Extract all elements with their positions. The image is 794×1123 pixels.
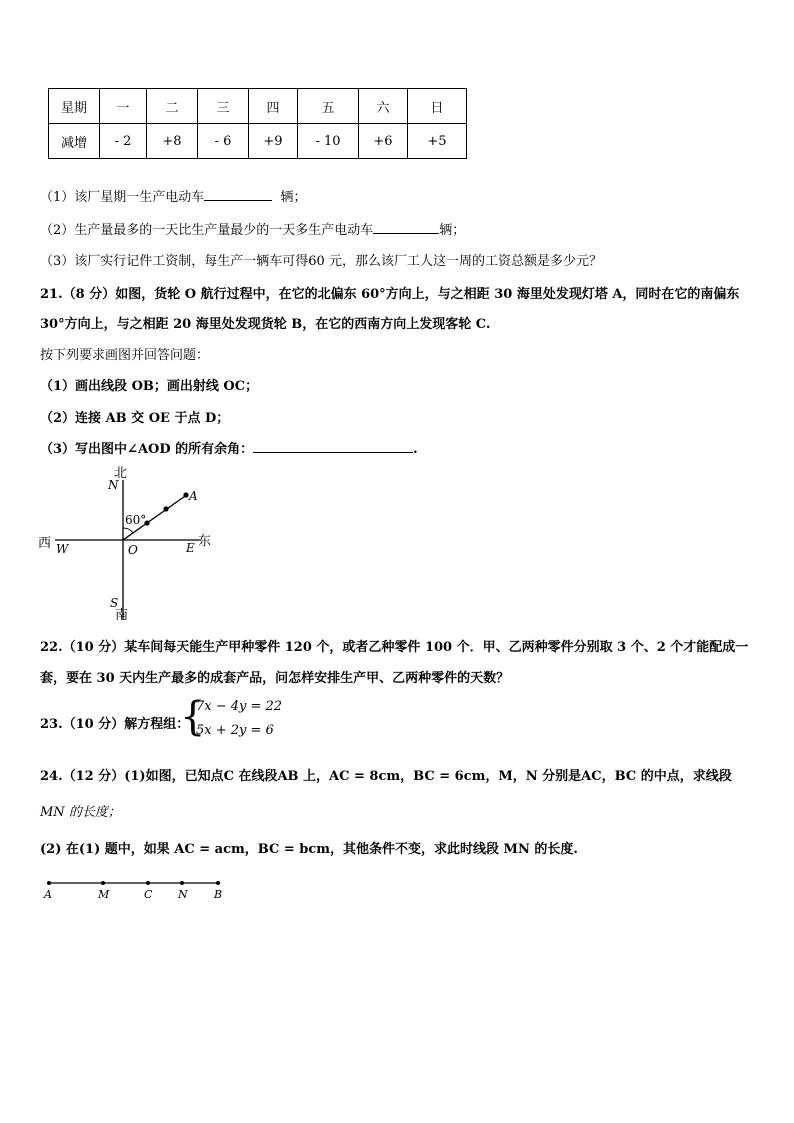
q21-part1: （1）画出线段 OB；画出射线 OC；: [40, 379, 259, 394]
point-dot: [146, 881, 150, 885]
q20-part2-unit: 辆；: [439, 223, 466, 238]
table-cell: 星期: [49, 89, 100, 124]
label-north: 北: [114, 466, 128, 481]
table-cell: +5: [408, 124, 467, 159]
q21-line1: 21.（8 分）如图，货轮 O 航行过程中，在它的北偏东 60°方向上，与之相距 30 海里处发现灯塔 A，同时在它的南偏东: [40, 287, 740, 302]
label-point-c: C: [144, 888, 153, 901]
label-S: S: [110, 596, 119, 610]
q22-line1: 22.（10 分）某车间每天能生产甲种零件 120 个，或者乙种零件 100 个．甲、乙两种零件分别取 3 个、2 个才能配成一: [40, 640, 749, 655]
label-E: E: [186, 541, 195, 555]
table-cell: - 6: [198, 124, 249, 159]
table-cell: 四: [249, 89, 298, 124]
table-cell: +9: [249, 124, 298, 159]
equation-brace: {: [180, 694, 206, 740]
label-point-n: N: [178, 888, 188, 901]
q20-part3: （3）该厂实行记件工资制，每生产一辆车可得60 元，那么该厂工人这一周的工资总额是多少元？: [40, 254, 602, 269]
label-O: O: [128, 543, 138, 557]
label-N: N: [108, 478, 119, 492]
q22-line2: 套，要在 30 天内生产最多的成套产品，问怎样安排生产甲、乙两种零件的天数？: [40, 671, 510, 686]
q24-line2: MN 的长度；: [40, 805, 121, 820]
label-A: A: [189, 489, 198, 503]
label-angle: 60°: [125, 513, 147, 527]
table-cell: 日: [408, 89, 467, 124]
q21-line2: 30°方向上，与之相距 20 海里处发现货轮 B，在它的西南方向上发现客轮 C.: [40, 317, 491, 332]
q24-line3: (2) 在(1) 题中，如果 AC = acm，BC = bcm，其他条件不变，求此时线段 MN 的长度.: [40, 842, 578, 857]
table-cell: 五: [298, 89, 359, 124]
label-west: 西: [38, 536, 52, 551]
point-dot: [47, 881, 51, 885]
equation-1: 7x − 4y = 22: [196, 699, 283, 714]
q20-part1-text: （1）该厂星期一生产电动车: [40, 190, 205, 205]
q21-part2: （2）连接 AB 交 OE 于点 D；: [40, 411, 230, 426]
table-cell: +6: [359, 124, 408, 159]
q21-line3: 按下列要求画图并回答问题：: [40, 348, 210, 363]
table-cell: 减增: [49, 124, 100, 159]
table-cell: 三: [198, 89, 249, 124]
table-cell: 二: [147, 89, 198, 124]
point-dot: [180, 881, 184, 885]
equation-2: 5x + 2y = 6: [196, 723, 274, 738]
table-cell: 六: [359, 89, 408, 124]
q20-part2-text: （2）生产量最多的一天比生产量最少的一天多生产电动车: [40, 223, 374, 238]
label-east: 东: [198, 534, 212, 549]
q24-line1: 24.（12 分）(1)如图，已知点C 在线段AB 上，AC = 8cm，BC = 6cm，M，N 分别是AC，BC 的中点，求线段: [40, 769, 732, 784]
label-south: 南: [115, 608, 129, 623]
label-point-m: M: [98, 888, 110, 901]
q21-part3-end: .: [413, 442, 418, 457]
point-dot: [216, 881, 220, 885]
q20-part1-unit: 辆；: [280, 190, 307, 205]
label-point-a: A: [44, 888, 52, 901]
label-W: W: [56, 542, 69, 556]
label-point-b: B: [214, 888, 223, 901]
table-cell: +8: [147, 124, 198, 159]
q21-part3-text: （3）写出图中∠AOD 的所有余角：: [40, 442, 254, 457]
table-cell: - 2: [100, 124, 147, 159]
table-cell: 一: [100, 89, 147, 124]
point-dot: [101, 881, 105, 885]
q23-label: 23.（10 分）解方程组：: [40, 717, 190, 732]
table-cell: - 10: [298, 124, 359, 159]
